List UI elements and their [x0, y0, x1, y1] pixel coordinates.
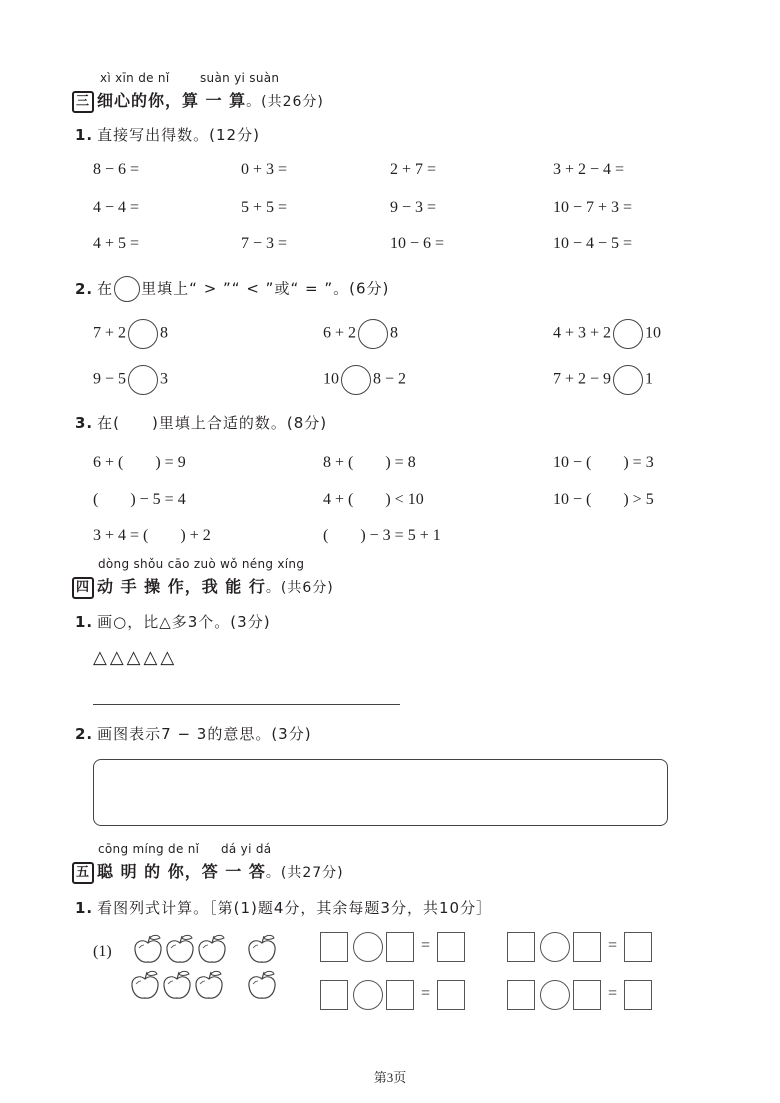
- equals-sign: =: [421, 985, 431, 1002]
- sec5-title: 聪 明 的 你，答 一 答: [97, 862, 266, 881]
- calc-item: 10 − 4 − 5 =: [553, 235, 633, 252]
- compare-circle[interactable]: [341, 365, 371, 395]
- drawing-box[interactable]: [93, 759, 668, 826]
- triangles: △△△△△: [93, 647, 178, 668]
- compare-item: [93, 365, 168, 395]
- sec5-q1-num: 1.: [75, 899, 94, 917]
- calc-item: 8 − 6 =: [93, 161, 140, 178]
- sec4-q1: [75, 611, 271, 632]
- compare-circle[interactable]: [613, 365, 643, 395]
- answer-box[interactable]: [320, 932, 348, 962]
- sec3-pinyin-2: suàn yi suàn: [200, 71, 280, 85]
- answer-line[interactable]: [93, 704, 400, 705]
- compare-left: 10: [323, 370, 339, 388]
- sec5-pinyin-1: cōng míng de nǐ: [98, 842, 200, 856]
- sec3-q3-num: 3.: [75, 414, 94, 432]
- sec4-title: 动 手 操 作，我 能 行: [97, 577, 266, 596]
- calc-item: 0 + 3 =: [241, 161, 288, 178]
- compare-right: 10: [645, 324, 662, 342]
- apple-icon: [196, 971, 222, 998]
- sec4-pinyin-2: wǒ néng xíng: [220, 557, 305, 571]
- calc-item: 4 − 4 =: [93, 199, 140, 216]
- equals-sign: =: [421, 937, 431, 954]
- compare-left: 7 + 2: [93, 324, 127, 342]
- calc-item: 5 + 5 =: [241, 199, 288, 216]
- sec4-q1-text: 画○，比△多3个。(3分): [97, 613, 271, 631]
- sec3-q1: [75, 124, 260, 145]
- compare-circle[interactable]: [128, 365, 158, 395]
- compare-item: [93, 319, 168, 349]
- calc-item: 3 + 2 − 4 =: [553, 161, 625, 178]
- fill-item[interactable]: 3 + 4 = ( ) + 2: [93, 527, 211, 544]
- compare-left: 4 + 3 + 2: [553, 324, 612, 342]
- sec3-q2-num: 2.: [75, 279, 94, 298]
- fill-item[interactable]: 10 − ( ) > 5: [553, 491, 654, 508]
- fill-item[interactable]: ( ) − 5 = 4: [93, 491, 186, 508]
- answer-box[interactable]: [437, 980, 465, 1010]
- answer-box[interactable]: [507, 980, 535, 1010]
- sec5-pinyin-2: dá yi dá: [221, 842, 272, 856]
- sub-label: (1): [93, 943, 112, 960]
- operator-circle[interactable]: [353, 980, 383, 1010]
- calc-item: 10 − 7 + 3 =: [553, 199, 633, 216]
- sec5-q1-text: 看图列式计算。［第(1)题4分，其余每题3分，共10分］: [97, 899, 493, 917]
- compare-item: [553, 319, 661, 349]
- fill-item[interactable]: ( ) − 3 = 5 + 1: [323, 527, 441, 544]
- sec4-pinyin-1: dòng shǒu cāo zuò: [98, 557, 217, 571]
- compare-right: 1: [645, 370, 654, 388]
- answer-box[interactable]: [624, 932, 652, 962]
- sec4-q2-text: 画图表示7 − 3的意思。(3分): [97, 725, 312, 743]
- operator-circle[interactable]: [540, 980, 570, 1010]
- compare-left: 9 − 5: [93, 370, 127, 388]
- sec3-q3-text: 在( )里填上合适的数。(8分): [97, 414, 328, 432]
- fill-item[interactable]: 10 − ( ) = 3: [553, 454, 654, 471]
- answer-box[interactable]: [320, 980, 348, 1010]
- calc-item: 2 + 7 =: [390, 161, 437, 178]
- sec5-heading: [72, 859, 344, 884]
- sec3-q2: [75, 276, 389, 302]
- sec3-q3: [75, 412, 327, 433]
- sec3-q1-num: 1.: [75, 126, 94, 144]
- apple-icon: [249, 971, 275, 998]
- page-number: 第3页: [373, 1070, 407, 1085]
- compare-right: 3: [160, 370, 169, 388]
- sec3-title: 细心的你，算 一 算: [97, 91, 247, 110]
- equals-sign: =: [608, 937, 618, 954]
- compare-left: 7 + 2 − 9: [553, 370, 612, 388]
- compare-item: [323, 319, 398, 349]
- apple-icon: [249, 935, 275, 962]
- fill-item[interactable]: 6 + ( ) = 9: [93, 454, 186, 471]
- sec3-q2-text-b: 里填上“ > ”“ < ”或“ = ”。(6分): [141, 279, 390, 298]
- sec5-badge: 五: [72, 862, 94, 884]
- sec4-q2: [75, 723, 312, 744]
- answer-box[interactable]: [624, 980, 652, 1010]
- apple-icon: [167, 935, 193, 962]
- compare-right: 8: [390, 324, 399, 342]
- answer-box[interactable]: [386, 980, 414, 1010]
- sec4-q2-num: 2.: [75, 725, 94, 743]
- apple-icon: [135, 935, 161, 962]
- sec3-heading: [72, 88, 324, 113]
- fill-item[interactable]: 8 + ( ) = 8: [323, 454, 416, 471]
- sec4-heading: [72, 574, 334, 599]
- compare-right: 8 − 2: [373, 370, 407, 388]
- sec3-q2-text-a: 在: [97, 279, 114, 298]
- compare-left: 6 + 2: [323, 324, 357, 342]
- example-circle: [114, 276, 140, 302]
- answer-box[interactable]: [437, 932, 465, 962]
- answer-box[interactable]: [507, 932, 535, 962]
- sec3-pinyin-1: xì xīn de nǐ: [100, 71, 170, 85]
- apple-icon: [199, 935, 225, 962]
- fill-item[interactable]: 4 + ( ) < 10: [323, 491, 424, 508]
- answer-box[interactable]: [386, 932, 414, 962]
- answer-box[interactable]: [573, 932, 601, 962]
- sec4-score: 。(共6分): [265, 580, 334, 596]
- sec3-score: 。(共26分): [246, 94, 324, 110]
- sec4-badge: 四: [72, 577, 94, 599]
- calc-item: 4 + 5 =: [93, 235, 140, 252]
- compare-circle[interactable]: [128, 319, 158, 349]
- operator-circle[interactable]: [353, 932, 383, 962]
- compare-right: 8: [160, 324, 169, 342]
- answer-box[interactable]: [573, 980, 601, 1010]
- calc-item: 10 − 6 =: [390, 235, 445, 252]
- compare-item: [553, 365, 653, 395]
- apple-icon: [132, 971, 158, 998]
- apple-icon: [164, 971, 190, 998]
- operator-circle[interactable]: [540, 932, 570, 962]
- sec3-q1-text: 直接写出得数。(12分): [97, 126, 260, 144]
- calc-item: 7 − 3 =: [241, 235, 288, 252]
- sec5-q1: [75, 897, 492, 918]
- sec3-badge: 三: [72, 91, 94, 113]
- calc-item: 9 − 3 =: [390, 199, 437, 216]
- compare-circle[interactable]: [358, 319, 388, 349]
- sec4-q1-num: 1.: [75, 613, 94, 631]
- compare-circle[interactable]: [613, 319, 643, 349]
- equals-sign: =: [608, 985, 618, 1002]
- apple-picture: [125, 932, 285, 1007]
- sec5-score: 。(共27分): [265, 865, 344, 881]
- compare-item: [323, 365, 406, 395]
